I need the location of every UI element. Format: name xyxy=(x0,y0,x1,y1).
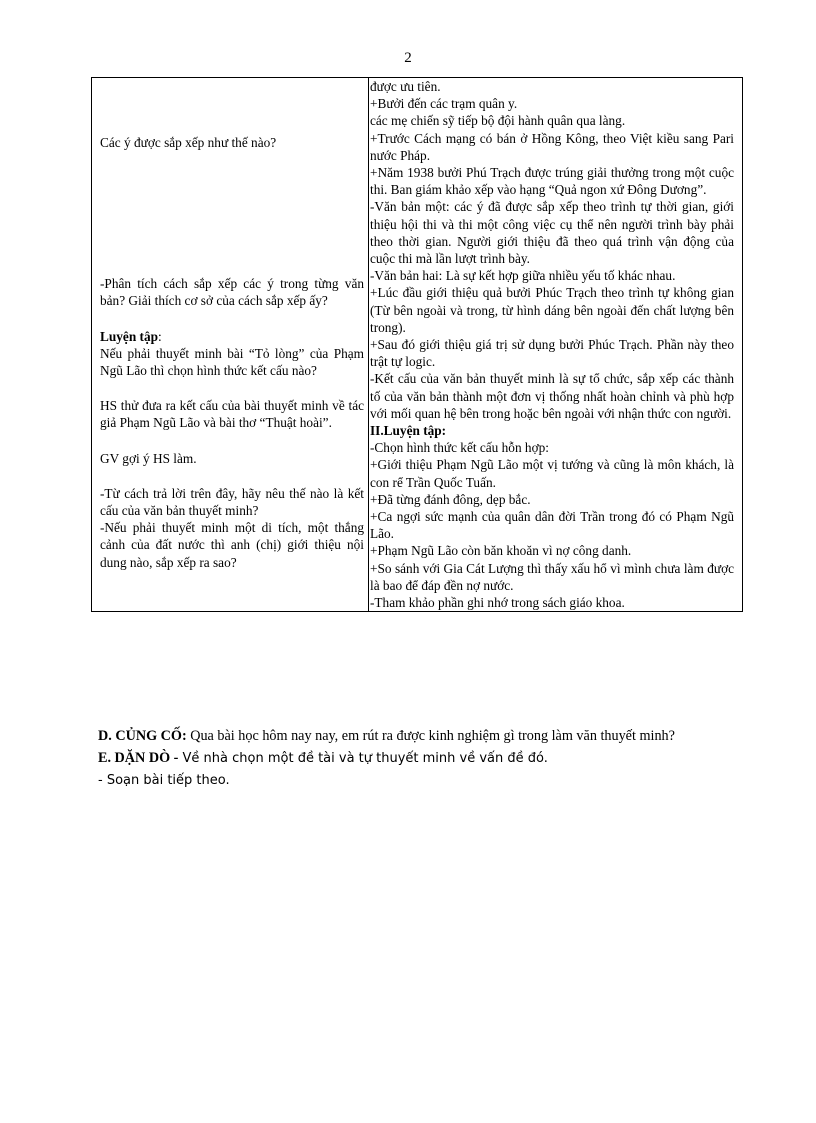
content-column xyxy=(369,78,743,612)
teacher-activity-column xyxy=(92,78,369,612)
content-line: +Năm 1938 bưởi Phú Trạch được trúng giải thưởng trong một cuộc thi. Ban giám khảo xếp vào hạng “Quả ngon xứ Đông Dương”. xyxy=(370,165,734,198)
content-line: -Văn bản một: các ý đã được sắp xếp theo trình tự thời gian, giới thiệu hội thi và thi một công việc cụ thể nên người trình bày phải theo thời gian. Người giới thiệu đã theo quá trình vận động của cuộc thi mà lần lượt trình bày. xyxy=(370,199,734,267)
question-definition: -Từ cách trả lời trên đây, hãy nêu thế nào là kết cấu của văn bản thuyết minh? xyxy=(100,485,364,519)
lesson-table xyxy=(91,77,743,612)
closing-sections xyxy=(98,726,748,793)
content-line: -Kết cấu của văn bản thuyết minh là sự tổ chức, sắp xếp các thành tố của văn bản thành một đơn vị thống nhất hoàn chỉnh và phù hợp với mối quan hệ bên trong hoặc bên ngoài với nhận thức con người. xyxy=(370,371,734,421)
practice-section-heading: II.Luyện tập: xyxy=(370,423,447,439)
page-number: 2 xyxy=(404,50,412,66)
section-consolidation: D. CỦNG CỐ: Qua bài học hôm nay nay, em rút ra được kinh nghiệm gì trong làm văn thuyết minh? xyxy=(98,728,675,744)
student-task: HS thử đưa ra kết cấu của bài thuyết minh về tác giả Phạm Ngũ Lão và bài thơ “Thuật hoài”. xyxy=(100,398,364,431)
section-homework-next: - Soạn bài tiếp theo. xyxy=(98,773,230,788)
practice-line: +Đã từng đánh đông, dẹp bắc. xyxy=(370,491,531,507)
content-line: +Sau đó giới thiệu giá trị sử dụng bưởi Phúc Trạch. Phần này theo trật tự logic. xyxy=(370,337,734,370)
question-order: Các ý được sắp xếp như thế nào? xyxy=(100,135,277,150)
content-line: -Văn bản hai: Là sự kết hợp giữa nhiều yếu tố khác nhau. xyxy=(370,268,676,284)
question-structure: Nếu phải thuyết minh bài “Tỏ lòng” của Phạm Ngũ Lão thì chọn hình thức kết cấu nào? xyxy=(100,345,364,379)
content-line: được ưu tiên. xyxy=(370,79,441,94)
practice-line: +Giới thiệu Phạm Ngũ Lão một vị tướng và cũng là môn khách, là con rể Trần Quốc Tuấn. xyxy=(370,457,734,490)
content-line: các mẹ chiến sỹ tiếp bộ đội hành quân qua làng. xyxy=(370,113,626,129)
practice-line: +So sánh với Gia Cát Lượng thì thấy xấu hổ vì mình chưa làm được là bao để đáp đền nợ nước. xyxy=(370,560,734,593)
practice-line: +Phạm Ngũ Lão còn băn khoăn vì nợ công danh. xyxy=(370,543,632,559)
question-landmark: -Nếu phải thuyết minh một di tích, một thắng cảnh của đất nước thì anh (chị) giới thiệu nội dung nào, sắp xếp ra sao? xyxy=(100,520,364,570)
question-analysis: -Phân tích cách sắp xếp các ý trong từng văn bản? Giải thích cơ sở của cách sắp xếp ấy? xyxy=(100,276,364,309)
content-line: +Lúc đầu giới thiệu quả bưởi Phúc Trạch theo trình tự không gian (Từ bên ngoài và trong, từ hình dáng bên ngoài đến chất lượng bên trong). xyxy=(370,285,734,335)
teacher-hint: GV gợi ý HS làm. xyxy=(100,450,197,466)
content-line: +Trước Cách mạng có bán ở Hồng Kông, theo Việt kiều sang Pari nước Pháp. xyxy=(370,130,734,163)
practice-line: -Chọn hình thức kết cấu hỗn hợp: xyxy=(370,440,549,456)
practice-line: -Tham khảo phần ghi nhớ trong sách giáo khoa. xyxy=(370,595,625,611)
section-homework: E. DẶN DÒ - Về nhà chọn một đề tài và tự thuyết minh về vấn đề đó. xyxy=(98,750,548,766)
practice-heading: Luyện tập: xyxy=(100,328,162,344)
practice-line: +Ca ngợi sức mạnh của quân dân đời Trần trong đó có Phạm Ngũ Lão. xyxy=(370,509,734,542)
content-line: +Bưởi đến các trạm quân y. xyxy=(370,96,518,112)
